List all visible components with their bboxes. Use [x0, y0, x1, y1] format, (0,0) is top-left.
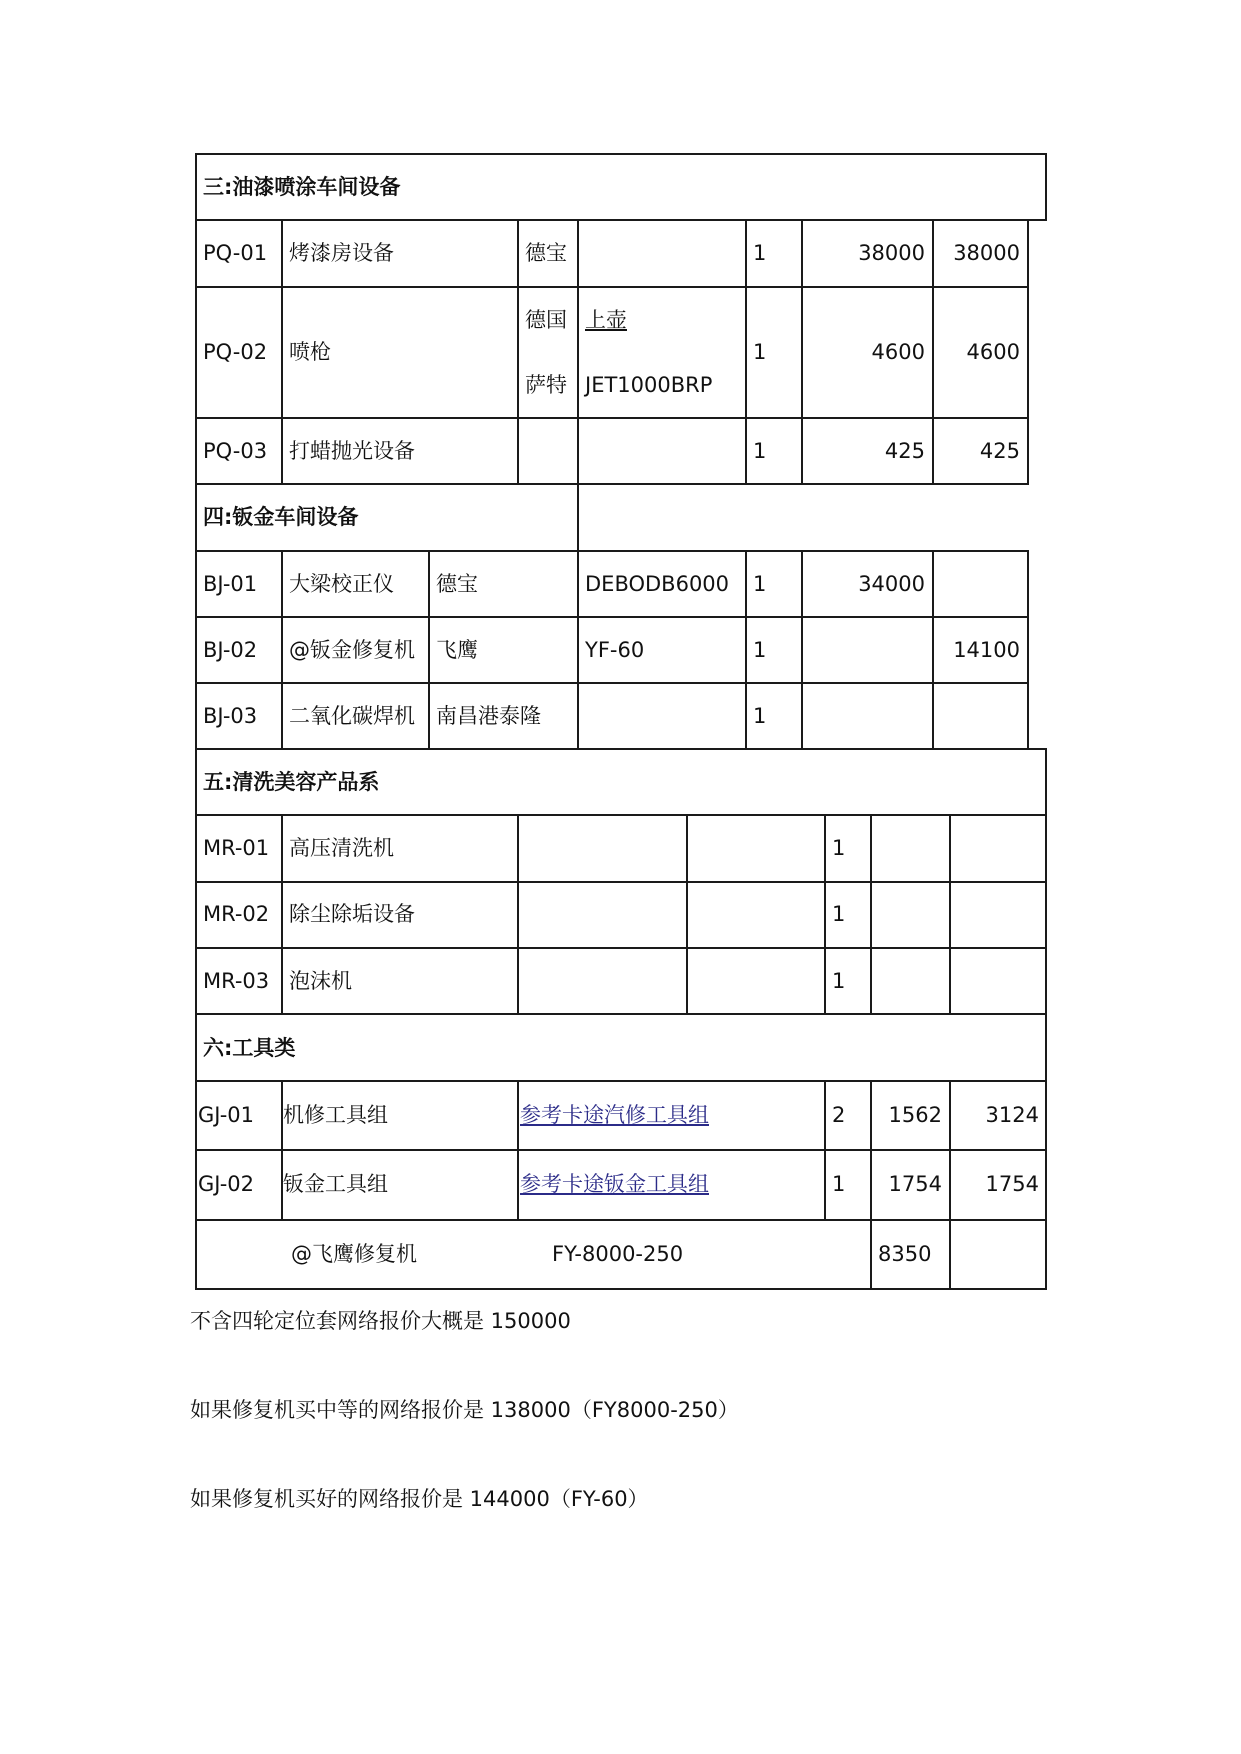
- table-line: [949, 1080, 951, 1219]
- table-line: [195, 748, 1047, 750]
- cell-model: YF-60: [585, 638, 645, 662]
- cell-name: 打蜡抛光设备: [289, 439, 415, 463]
- cell-name: @钣金修复机: [289, 638, 415, 662]
- table-line: [745, 550, 747, 748]
- table-line: [870, 814, 872, 1013]
- table-line: [1045, 748, 1047, 1290]
- cell-total: 425: [979, 439, 1020, 463]
- cell-total: 3124: [985, 1103, 1039, 1127]
- table-line: [517, 1080, 519, 1219]
- cell-qty: 1: [832, 902, 846, 926]
- cell-name: 机修工具组: [283, 1103, 388, 1127]
- cell-price: 1754: [888, 1172, 942, 1196]
- cell-price: 38000: [858, 241, 925, 265]
- table-line: [195, 1219, 1047, 1221]
- cell-qty: 1: [832, 836, 846, 860]
- cell-total: 4600: [966, 340, 1020, 364]
- table-line: [281, 814, 283, 1013]
- table-line: [195, 881, 1047, 883]
- table-line: [745, 219, 747, 483]
- table-line: [517, 219, 519, 483]
- cell-code: BJ-02: [203, 638, 258, 662]
- cell-price: 8350: [878, 1242, 932, 1266]
- table-line: [577, 219, 579, 483]
- cell-name: 大梁校正仪: [289, 572, 394, 596]
- cell-price: 4600: [871, 340, 925, 364]
- cell-code: MR-02: [203, 902, 270, 926]
- table-line: [949, 1219, 951, 1288]
- table-line: [195, 219, 1047, 221]
- table-line: [932, 550, 934, 748]
- table-line: [195, 417, 1029, 419]
- table-line: [195, 153, 1047, 155]
- table-line: [281, 550, 283, 748]
- cell-code: PQ-02: [203, 340, 268, 364]
- cell-brand: 德宝: [525, 241, 567, 265]
- table-line: [195, 616, 1029, 618]
- cell-qty: 1: [832, 969, 846, 993]
- table-line: [195, 1013, 1047, 1015]
- cell-qty: 1: [753, 638, 767, 662]
- table-line: [577, 550, 579, 748]
- table-line: [195, 814, 1047, 816]
- table-line: [195, 1080, 1047, 1082]
- section-header-tools: 六:工具类: [203, 1036, 296, 1060]
- cell-qty: 1: [753, 241, 767, 265]
- cell-brand: 德宝: [436, 572, 478, 596]
- table-line: [195, 682, 1029, 684]
- cell-code: MR-01: [203, 836, 270, 860]
- table-line: [195, 153, 197, 1290]
- cell-qty: 1: [753, 439, 767, 463]
- cell-name: 泡沫机: [289, 969, 352, 993]
- table-line: [1045, 153, 1047, 221]
- cell-model: DEBODB6000: [585, 572, 730, 596]
- cell-total: 38000: [953, 241, 1020, 265]
- table-line: [577, 483, 579, 550]
- table-line: [195, 947, 1047, 949]
- cell-code: BJ-03: [203, 704, 258, 728]
- cell-name: 除尘除垢设备: [289, 902, 415, 926]
- cell-total: 1754: [985, 1172, 1039, 1196]
- reference-link[interactable]: 参考卡途汽修工具组: [520, 1103, 709, 1127]
- cell-code: BJ-01: [203, 572, 258, 596]
- table-line: [824, 1080, 826, 1219]
- cell-name: 高压清洗机: [289, 836, 394, 860]
- table-line: [1027, 219, 1029, 483]
- table-line: [517, 814, 519, 1013]
- table-line: [195, 483, 1029, 485]
- table-line: [195, 286, 1029, 288]
- table-line: [824, 814, 826, 1013]
- cell-price: 425: [884, 439, 925, 463]
- table-line: [281, 1080, 283, 1219]
- table-line: [195, 1288, 1047, 1290]
- cell-qty: 1: [753, 704, 767, 728]
- cell-brand: 德国: [525, 308, 567, 332]
- table-line: [801, 550, 803, 748]
- cell-model: FY-8000-250: [552, 1242, 684, 1266]
- note-line: 如果修复机买中等的网络报价是 138000（FY8000-250）: [190, 1398, 739, 1422]
- section-header-paint: 三:油漆喷涂车间设备: [203, 175, 401, 199]
- cell-name: @飞鹰修复机: [291, 1242, 417, 1266]
- table-line: [195, 1149, 1047, 1151]
- table-line: [801, 219, 803, 483]
- cell-qty: 1: [832, 1172, 846, 1196]
- cell-code: PQ-03: [203, 439, 268, 463]
- cell-code: PQ-01: [203, 241, 268, 265]
- note-line: 不含四轮定位套网络报价大概是 150000: [190, 1309, 571, 1333]
- cell-model: 上壶: [585, 308, 627, 332]
- table-line: [281, 219, 283, 483]
- table-line: [195, 550, 1029, 552]
- cell-model: JET1000BRP: [585, 373, 713, 397]
- cell-total: 14100: [953, 638, 1020, 662]
- cell-name: 二氧化碳焊机: [289, 704, 415, 728]
- table-line: [932, 219, 934, 483]
- table-line: [870, 1219, 872, 1288]
- cell-name: 钣金工具组: [283, 1172, 388, 1196]
- cell-qty: 1: [753, 340, 767, 364]
- cell-qty: 1: [753, 572, 767, 596]
- cell-code: GJ-02: [198, 1172, 255, 1196]
- cell-price: 34000: [858, 572, 925, 596]
- table-line: [686, 814, 688, 1013]
- note-line: 如果修复机买好的网络报价是 144000（FY-60）: [190, 1487, 649, 1511]
- section-header-sheet-metal: 四:钣金车间设备: [203, 505, 359, 529]
- cell-qty: 2: [832, 1103, 846, 1127]
- cell-code: MR-03: [203, 969, 270, 993]
- cell-brand: 飞鹰: [436, 638, 478, 662]
- cell-name: 烤漆房设备: [289, 241, 394, 265]
- table-line: [1027, 550, 1029, 748]
- table-line: [949, 814, 951, 1013]
- table-line: [428, 550, 430, 748]
- section-header-cleaning: 五:清洗美容产品系: [203, 770, 380, 794]
- cell-name: 喷枪: [289, 340, 331, 364]
- table-line: [870, 1080, 872, 1219]
- cell-brand: 萨特: [525, 373, 567, 397]
- cell-price: 1562: [888, 1103, 942, 1127]
- reference-link[interactable]: 参考卡途钣金工具组: [520, 1172, 709, 1196]
- cell-brand: 南昌港泰隆: [436, 704, 541, 728]
- cell-code: GJ-01: [198, 1103, 255, 1127]
